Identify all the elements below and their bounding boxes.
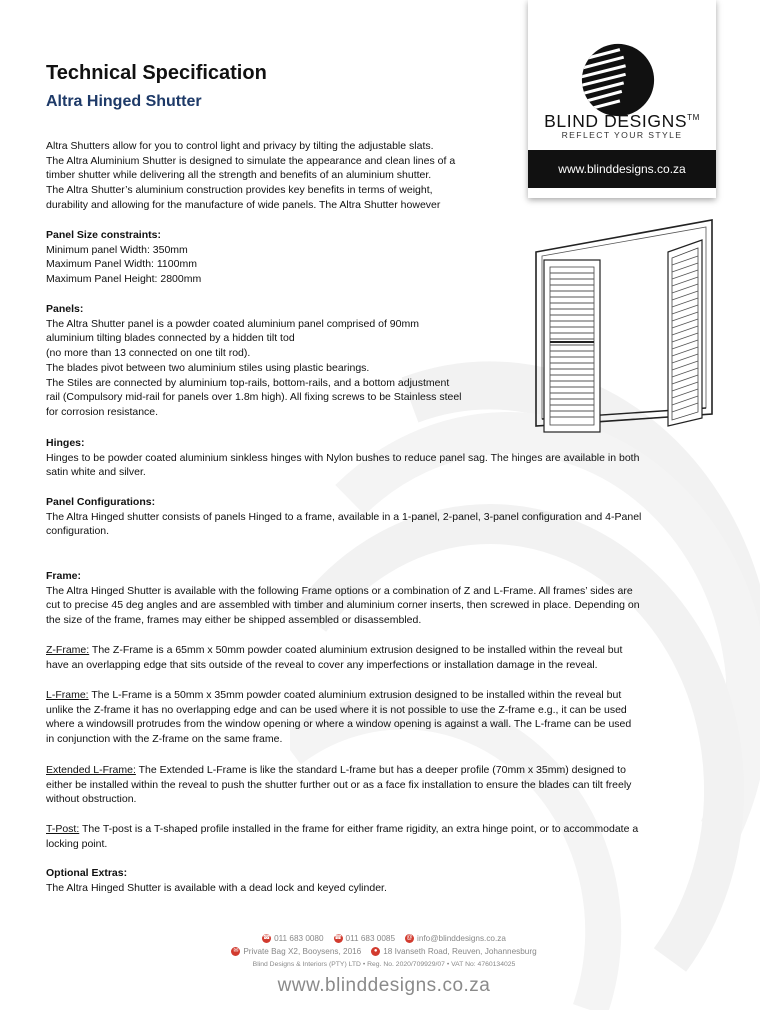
phone-icon: ☎ xyxy=(262,935,271,941)
postal-icon: ✉ xyxy=(233,948,239,954)
section-line: either be installed within the reveal to push the shutter further out or as a face fix installation to ensure the blades can tilt freely xyxy=(46,778,632,791)
section-heading: Panels: xyxy=(46,303,84,315)
section-line: The Altra Hinged Shutter is available with the following Frame options or a combination of Z and L-Frame. All frames’ sides are xyxy=(46,584,633,597)
section-heading: Panel Size constraints: xyxy=(46,229,161,241)
section-line: The blades pivot between two aluminium stiles using plastic bearings. xyxy=(46,361,370,374)
section-line: the size of the frame, frames may either be shipped assembled or disassembled. xyxy=(46,614,422,627)
section-line: configuration. xyxy=(46,525,110,538)
section-line: unlike the Z-frame it has no overlapping edge and can be used where it is not possible to use the Z-frame e.g., it can be used xyxy=(46,703,627,716)
section-line: Maximum Panel Height: 2800mm xyxy=(46,273,202,286)
email-icon: @ xyxy=(406,935,413,941)
section-heading: Frame: xyxy=(46,570,82,582)
optional-extras-section xyxy=(46,866,387,895)
extended-l-frame-term: Extended L-Frame: xyxy=(46,764,136,776)
section-line: without obstruction. xyxy=(46,793,137,806)
page-title: Technical Specification xyxy=(46,62,267,84)
section-line: Hinges to be powder coated aluminium sinkless hinges with Nylon bushes to reduce panel sag. The hinges are available in both xyxy=(46,451,640,464)
section-line: have an overlapping edge that sits outside of the reveal to cover any imperfections or installation damage in the reveal. xyxy=(46,658,598,671)
intro-paragraph xyxy=(46,139,455,213)
frame-section xyxy=(46,569,640,628)
footer-street: 18 Ivanseth Road, Reuven, Johannesburg xyxy=(383,947,537,956)
section-line: The Altra Shutter panel is a powder coated aluminium panel comprised of 90mm xyxy=(46,317,419,330)
section-heading: Panel Configurations: xyxy=(46,496,156,508)
fax-icon: ☎ xyxy=(334,935,342,941)
footer-email[interactable]: info@blinddesigns.co.za xyxy=(417,934,506,943)
section-line: in conjunction with the Z-frame on the same frame. xyxy=(46,733,283,746)
striped-circle-logo-icon xyxy=(580,42,656,118)
extended-l-frame-section xyxy=(46,763,631,807)
section-heading: Optional Extras: xyxy=(46,867,128,879)
t-post-term: T-Post: xyxy=(46,823,80,835)
brand-logo-card xyxy=(528,0,716,198)
footer-postal: Private Bag X2, Booysens, 2016 xyxy=(243,947,362,956)
t-post-section xyxy=(46,822,638,851)
section-line: aluminium tilting blades connected by a hidden tilt tod xyxy=(46,332,295,345)
intro-line: durability and allowing for the manufacture of wide panels. The Altra Shutter however xyxy=(46,198,441,211)
section-line: The Altra Hinged shutter consists of panels Hinged to a frame, available in a 1-panel, 2-panel, 3-panel configuration and 4-Panel xyxy=(46,510,642,523)
l-frame-term: L-Frame: xyxy=(46,689,89,701)
section-line: The T-post is a T-shaped profile installed in the frame for either frame rigidity, an extra hinge point, or to accommodate a xyxy=(79,823,639,835)
section-line: Minimum panel Width: 350mm xyxy=(46,243,188,256)
page-subtitle: Altra Hinged Shutter xyxy=(46,93,202,110)
panels-section xyxy=(46,302,462,420)
footer-website-link[interactable]: www.blinddesigns.co.za xyxy=(277,975,491,996)
brand-tagline: REFLECT YOUR STYLE xyxy=(561,130,683,140)
section-line: where a windowsill protrudes from the window opening or where a window opening is against a wall. The L-frame can be used xyxy=(46,718,632,731)
intro-line: The Altra Shutter’s aluminium construction provides key benefits in terms of weight, xyxy=(46,184,433,197)
section-line: cut to precise 45 deg angles and are assembled with timber and aluminium corner inserts, then screwed in place. Depending on xyxy=(46,599,640,612)
section-line: rail (Compulsory mid-rail for panels over 1.8m high). All fixing screws to be Stainless steel xyxy=(46,391,462,404)
location-icon: ● xyxy=(371,947,380,956)
brand-name: BLIND DESIGNS™ xyxy=(544,111,700,131)
page-footer xyxy=(0,932,768,997)
hinged-shutter-illustration xyxy=(530,212,730,437)
section-line: satin white and silver. xyxy=(46,466,146,479)
footer-contact-row xyxy=(0,932,768,945)
footer-fax[interactable]: 011 683 0085 xyxy=(345,934,396,943)
section-heading: Hinges: xyxy=(46,437,85,449)
section-line: The Z-Frame is a 65mm x 50mm powder coated aluminium extrusion designed to be installed within the reveal but xyxy=(89,644,623,656)
section-line: The L-Frame is a 50mm x 35mm powder coated aluminium extrusion designed to be installed within the reveal but xyxy=(88,689,622,701)
section-line: The Stiles are connected by aluminium top-rails, bottom-rails, and a bottom adjustment xyxy=(46,376,450,389)
section-line: (no more than 13 connected on one tilt rod). xyxy=(46,347,251,360)
l-frame-section xyxy=(46,688,631,747)
hinges-section xyxy=(46,436,639,480)
intro-line: Altra Shutters allow for you to control light and privacy by tilting the adjustable slats. xyxy=(46,140,434,152)
section-line: locking point. xyxy=(46,837,108,850)
intro-line: timber shutter while delivering all the strength and benefits of an aluminium shutter. xyxy=(46,169,432,182)
section-line: for corrosion resistance. xyxy=(46,405,159,418)
brand-website-link[interactable]: www.blinddesigns.co.za xyxy=(528,150,716,188)
section-line: The Altra Hinged Shutter is available with a dead lock and keyed cylinder. xyxy=(46,881,387,894)
z-frame-section xyxy=(46,643,622,672)
footer-legal: Blind Designs & Interiors (PTY) LTD • Reg. No. 2020/709929/07 • VAT No: 4760134025 xyxy=(252,961,516,968)
section-line: The Extended L-Frame is like the standard L-frame but has a deeper profile (70mm x 35mm) designed to xyxy=(135,764,626,776)
configurations-section xyxy=(46,495,641,539)
footer-phone[interactable]: 011 683 0080 xyxy=(274,934,324,943)
section-line: Maximum Panel Width: 1100mm xyxy=(46,258,197,271)
z-frame-term: Z-Frame: xyxy=(46,644,90,656)
panel-size-section xyxy=(46,228,201,287)
footer-address-row xyxy=(0,945,768,958)
intro-line: The Altra Aluminium Shutter is designed to simulate the appearance and clean lines of a xyxy=(46,154,456,167)
